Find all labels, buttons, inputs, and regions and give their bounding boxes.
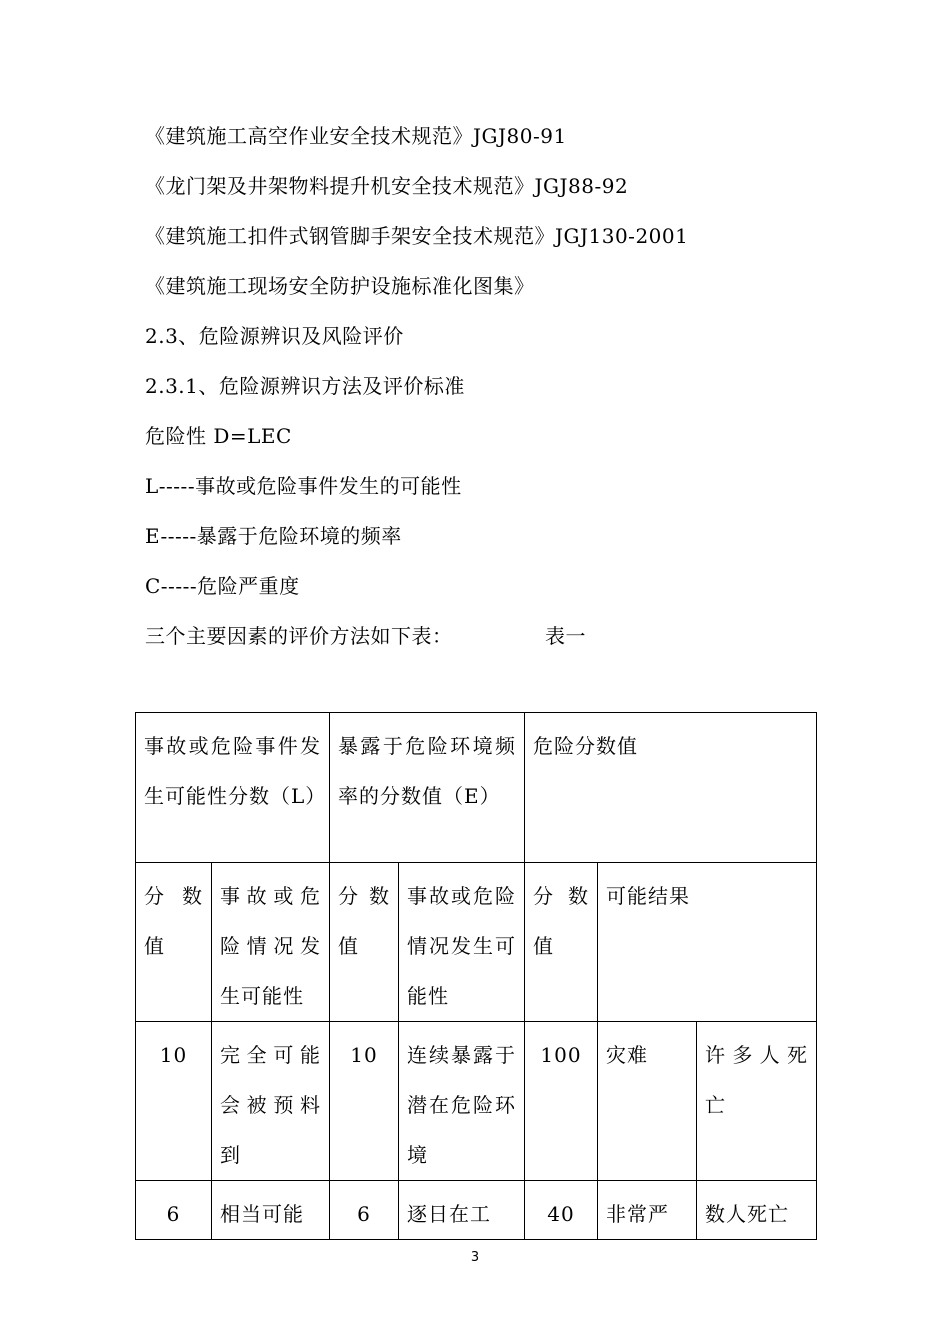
subheader-score-c: 分 数值 — [525, 863, 598, 1022]
formula-line: 危险性 D=LEC — [145, 424, 292, 448]
reference-line-1: 《建筑施工高空作业安全技术规范》JGJ80-91 — [145, 124, 567, 148]
subsection-heading: 2.3.1、危险源辨识方法及评价标准 — [145, 374, 465, 398]
cell-e-desc: 连续暴露于潜在危险环境 — [399, 1022, 525, 1181]
cell-c-result: 数人死亡 — [697, 1181, 817, 1240]
cell-c-score: 40 — [525, 1181, 598, 1240]
table-intro: 三个主要因素的评价方法如下表： — [145, 624, 453, 648]
definition-e: E-----暴露于危险环境的频率 — [145, 524, 402, 548]
cell-l-desc: 相当可能 — [212, 1181, 330, 1240]
evaluation-table-container — [135, 712, 817, 1240]
evaluation-table — [135, 712, 817, 1240]
cell-c-score: 100 — [525, 1022, 598, 1181]
subheader-score-l: 分 数值 — [136, 863, 212, 1022]
cell-l-score: 6 — [136, 1181, 212, 1240]
cell-e-desc: 逐日在工 — [399, 1181, 525, 1240]
table-caption: 表一 — [545, 624, 586, 648]
header-e: 暴露于危险环境频率的分数值（E） — [330, 713, 525, 863]
cell-c-level: 灾难 — [598, 1022, 697, 1181]
cell-c-level: 非常严 — [598, 1181, 697, 1240]
cell-l-score: 10 — [136, 1022, 212, 1181]
cell-c-result: 许多人死亡 — [697, 1022, 817, 1181]
reference-line-3: 《建筑施工扣件式钢管脚手架安全技术规范》JGJ130-2001 — [145, 224, 689, 248]
subheader-desc-e: 事故或危险情况发生可能性 — [399, 863, 525, 1022]
page-number: 3 — [470, 1250, 480, 1265]
header-c: 危险分数值 — [525, 713, 817, 863]
table-row — [136, 1022, 817, 1181]
definition-l: L-----事故或危险事件发生的可能性 — [145, 474, 462, 498]
table-row — [136, 1181, 817, 1240]
definition-c: C-----危险严重度 — [145, 574, 300, 598]
table-subheader-row — [136, 863, 817, 1022]
cell-e-score: 6 — [330, 1181, 399, 1240]
cell-e-score: 10 — [330, 1022, 399, 1181]
header-l: 事故或危险事件发生可能性分数（L） — [136, 713, 330, 863]
subheader-desc-l: 事故或危险情况发生可能性 — [212, 863, 330, 1022]
reference-line-4: 《建筑施工现场安全防护设施标准化图集》 — [145, 274, 535, 298]
table-header-row — [136, 713, 817, 863]
subheader-desc-c: 可能结果 — [598, 863, 817, 1022]
subheader-score-e: 分 数值 — [330, 863, 399, 1022]
cell-l-desc: 完全可能会被预料到 — [212, 1022, 330, 1181]
section-heading: 2.3、危险源辨识及风险评价 — [145, 324, 404, 348]
reference-line-2: 《龙门架及井架物料提升机安全技术规范》JGJ88-92 — [145, 174, 629, 198]
